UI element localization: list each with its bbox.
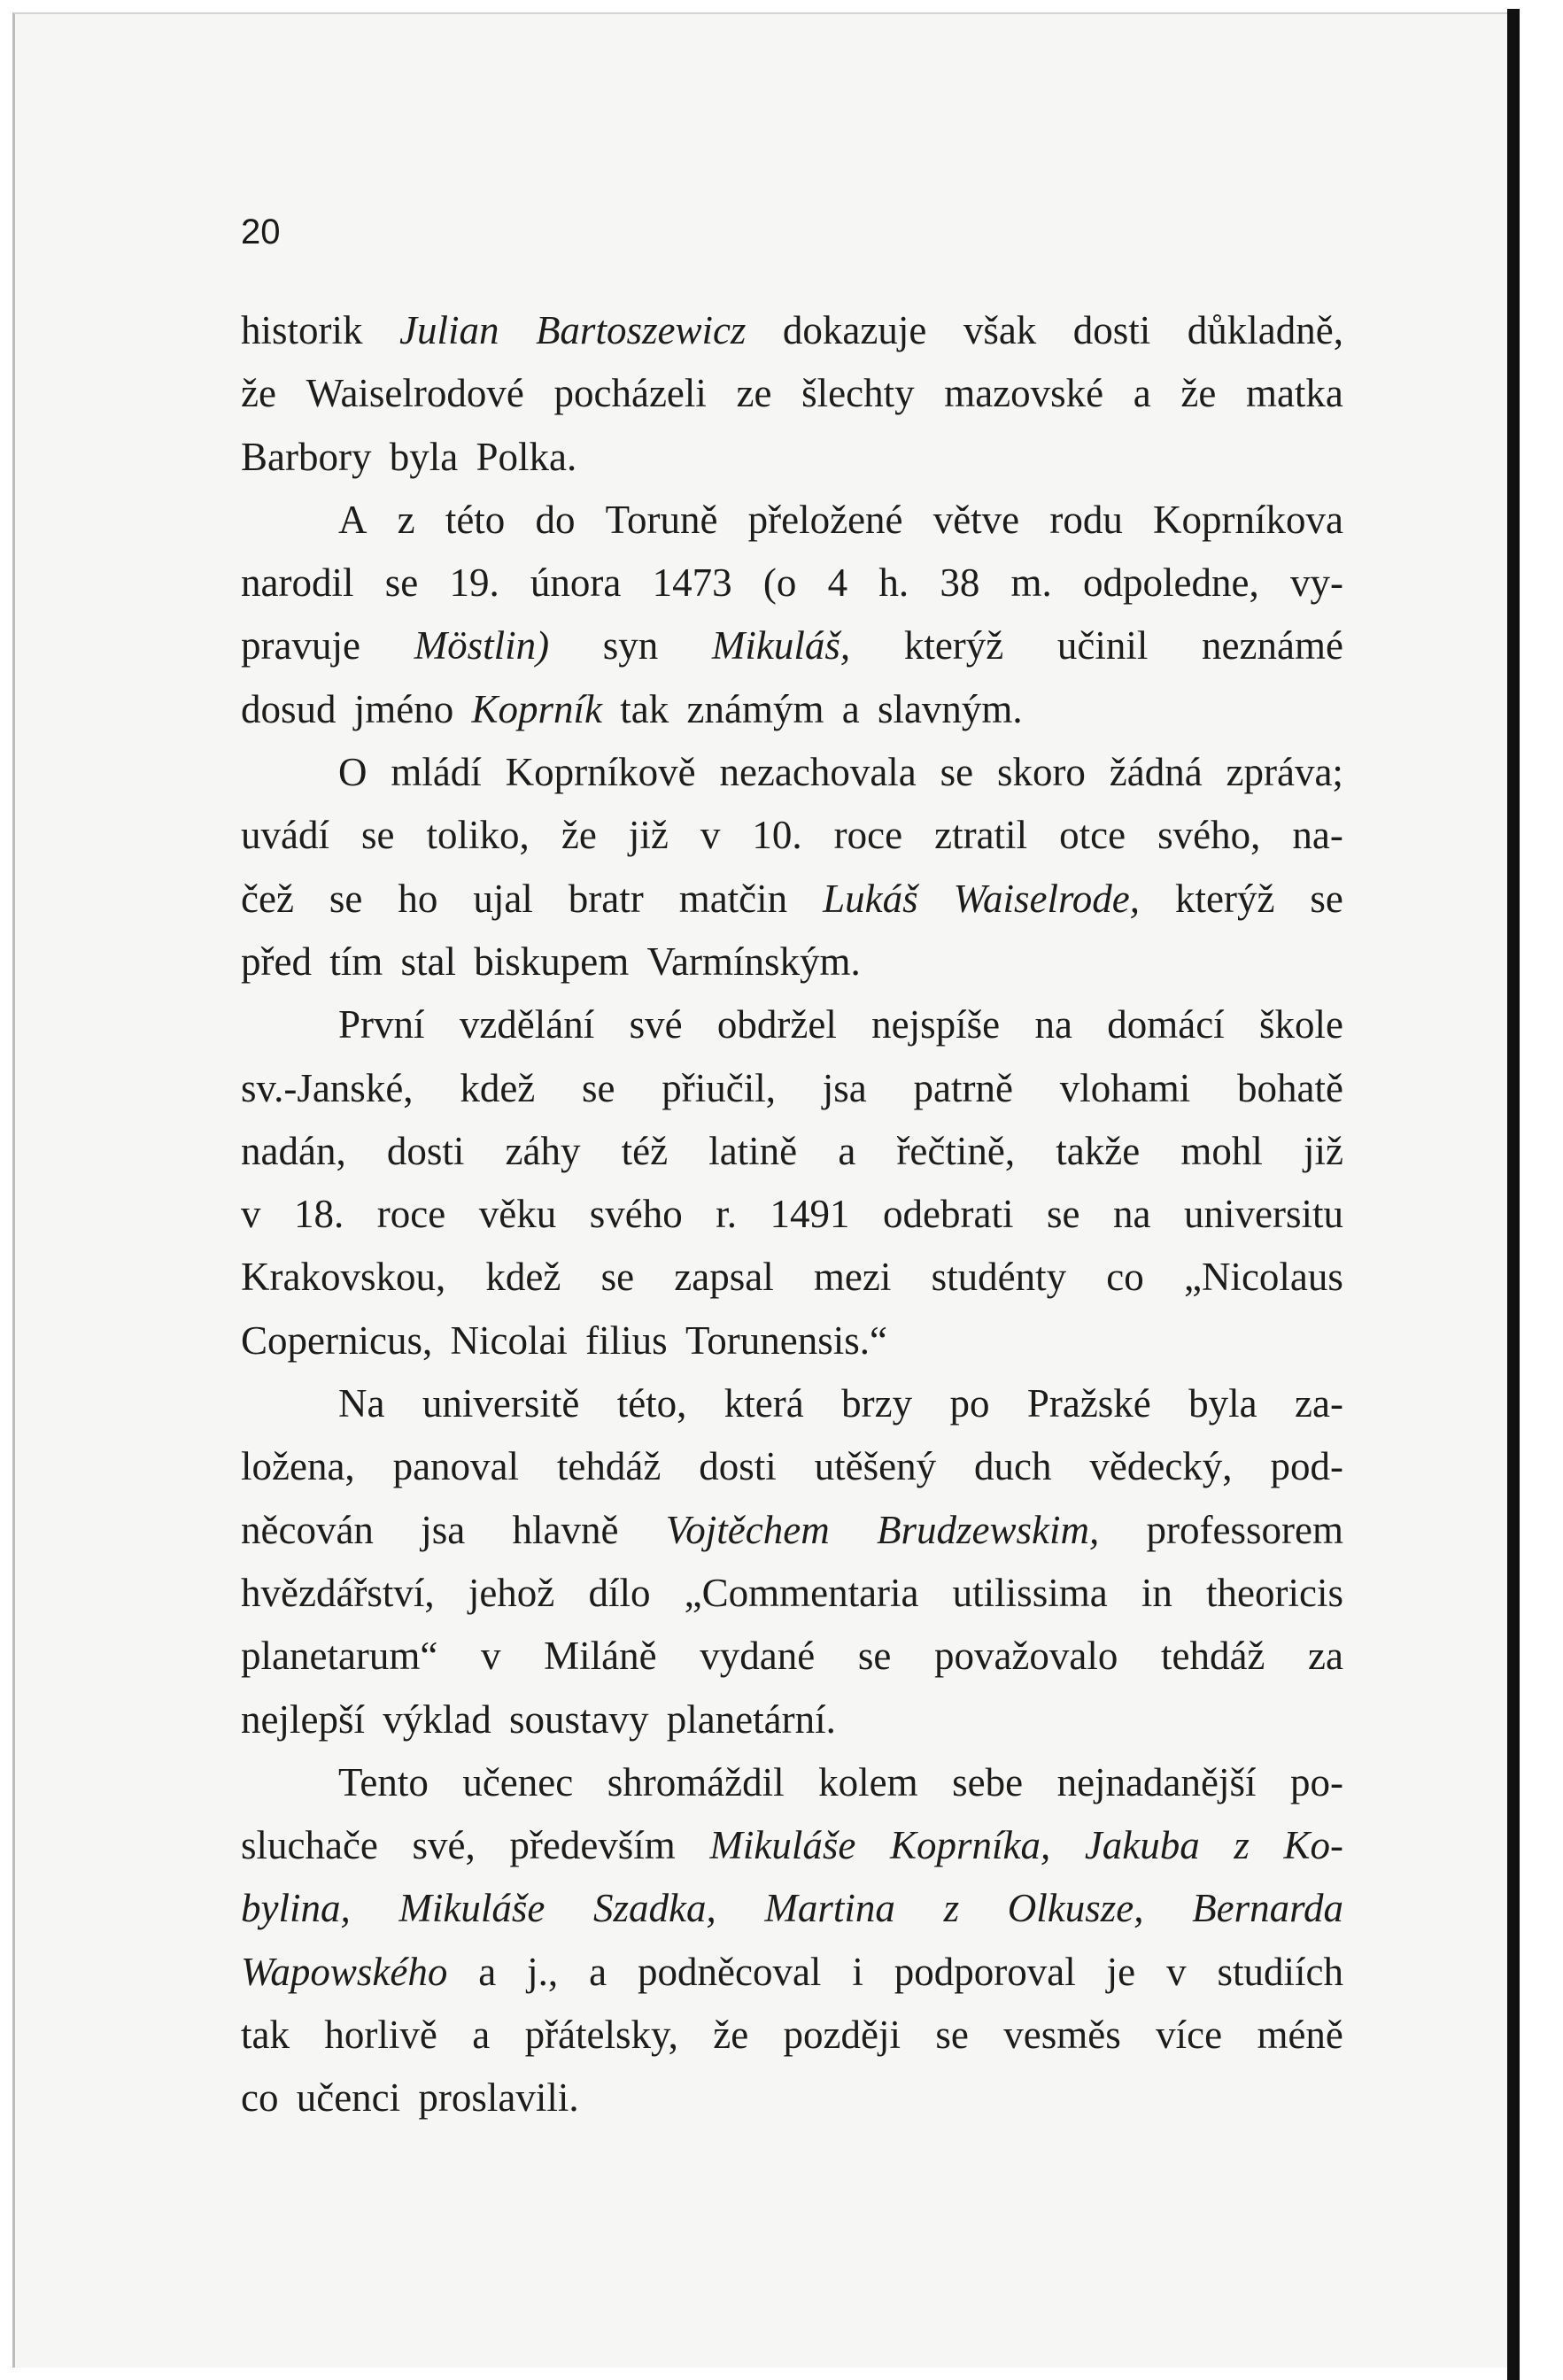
italic-word: Martina: [764, 1886, 895, 1931]
word: domácí: [1107, 1002, 1225, 1047]
word: vydané: [700, 1634, 816, 1679]
word: 10.: [752, 813, 802, 858]
word: a: [838, 1128, 856, 1173]
word: své,: [412, 1823, 476, 1868]
word: v: [1166, 1949, 1187, 1994]
word: O: [338, 750, 368, 795]
text-line: [241, 1625, 1343, 1688]
paragraph: [241, 741, 1343, 993]
italic-word: Jakuba: [1084, 1823, 1200, 1868]
text-line: [241, 1120, 1343, 1183]
word: 1491: [770, 1192, 850, 1237]
italic-word: Mikuláše: [709, 1823, 856, 1868]
text-line: [241, 1310, 1343, 1372]
word: shromáždil: [607, 1759, 785, 1804]
word: přiučil,: [662, 1065, 777, 1110]
word: kdež: [485, 1255, 561, 1300]
page-number: 20: [241, 212, 281, 251]
word: r.: [716, 1192, 738, 1237]
word: Torunensis.“: [685, 1318, 887, 1363]
text-line: [241, 2004, 1343, 2067]
text-line: [241, 1941, 1343, 2004]
text-line: [241, 1183, 1343, 1246]
word: se: [600, 1255, 635, 1300]
word: a: [1133, 371, 1151, 416]
word: 19.: [449, 560, 499, 606]
word: která: [723, 1381, 804, 1426]
word: však: [963, 308, 1037, 352]
word: něcován: [241, 1507, 374, 1552]
word: co: [1106, 1255, 1144, 1300]
text-line: [241, 741, 1343, 804]
word: latině: [708, 1128, 798, 1173]
word: otce: [1059, 813, 1126, 858]
word: v: [241, 1192, 261, 1237]
word: duch: [974, 1444, 1052, 1489]
word: již: [1303, 1128, 1343, 1173]
word: stal: [400, 939, 456, 984]
word: méně: [1257, 2013, 1343, 2058]
word: pravuje: [241, 623, 360, 668]
word: přeložené: [747, 497, 903, 542]
word: roce: [833, 813, 903, 858]
word: sluchače: [241, 1823, 378, 1868]
text-line: [241, 299, 1343, 362]
word: m.: [1010, 560, 1052, 606]
word: zpráva;: [1226, 750, 1343, 795]
word: hvězdářství,: [241, 1570, 435, 1615]
word: „Nicolaus: [1183, 1255, 1343, 1300]
italic-word: Julian: [398, 308, 499, 352]
word: učinil: [1056, 623, 1149, 668]
word: jsa: [822, 1065, 867, 1110]
word: ujal: [473, 876, 533, 921]
word: Nicolai: [450, 1318, 568, 1363]
text-line: [241, 1877, 1343, 1940]
word: později: [783, 2013, 901, 2058]
word: skoro: [996, 750, 1086, 795]
word: více: [1156, 2013, 1223, 2058]
word: sv.-Janské,: [241, 1065, 414, 1110]
word: tak: [241, 2013, 290, 2058]
word: vzdělání: [459, 1002, 595, 1047]
word: utěšený: [814, 1444, 937, 1489]
word: před: [241, 939, 312, 984]
word: kdež: [460, 1065, 536, 1110]
word: studénty: [931, 1255, 1067, 1300]
text-line: [241, 993, 1343, 1056]
word: dosud: [241, 686, 337, 731]
text-line: [241, 362, 1343, 425]
italic-word: Bartoszewicz: [535, 308, 747, 352]
italic-word: Bernarda: [1192, 1886, 1343, 1931]
italic-word: Koprníka,: [889, 1823, 1051, 1868]
word: a: [589, 1949, 607, 1994]
word: 1473: [652, 560, 732, 606]
word: Koprníkově: [505, 750, 696, 795]
italic-word: z: [943, 1886, 960, 1931]
word: z: [397, 497, 415, 542]
word: se: [361, 813, 395, 858]
text-line: [241, 1751, 1343, 1814]
word: Waiselrodové: [306, 371, 524, 416]
word: slavným.: [877, 686, 1023, 731]
word: svého: [589, 1192, 683, 1237]
word: se: [1310, 876, 1343, 921]
word: v: [700, 813, 721, 858]
page-edge-shadow: [1507, 9, 1520, 2380]
text-line: [241, 1688, 1343, 1751]
word: kolem: [818, 1759, 918, 1804]
paragraph: [241, 1751, 1343, 2130]
word: pod-: [1270, 1444, 1343, 1489]
word: jméno: [353, 686, 454, 731]
word: in: [1141, 1570, 1172, 1615]
word: ho: [398, 876, 438, 921]
word: mládí: [391, 750, 482, 795]
word: roce: [376, 1192, 446, 1237]
word: Toruně: [605, 497, 718, 542]
word: h.: [878, 560, 909, 606]
text-line: [241, 804, 1343, 867]
word: přátelsky,: [524, 2013, 678, 2058]
word: jsa: [421, 1507, 466, 1552]
word: za-: [1295, 1381, 1343, 1426]
italic-word: Möstlin): [414, 623, 550, 668]
word: dokazuje: [782, 308, 927, 352]
word: že: [1180, 371, 1217, 416]
word: věku: [478, 1192, 557, 1237]
word: známým: [686, 686, 824, 731]
word: byla: [1188, 1381, 1257, 1426]
word: za: [1308, 1634, 1343, 1679]
word: A: [338, 497, 368, 542]
word: učenec: [462, 1759, 574, 1804]
paragraph: [241, 489, 1343, 741]
word: sebe: [952, 1759, 1024, 1804]
word: i: [852, 1949, 863, 1994]
text-line: [241, 678, 1343, 741]
word: nejlepší: [241, 1696, 365, 1742]
italic-word: Olkusze,: [1007, 1886, 1144, 1931]
word: universitu: [1184, 1192, 1343, 1237]
paragraph: [241, 1372, 1343, 1751]
word: vlohami: [1059, 1065, 1191, 1110]
word: škole: [1259, 1002, 1343, 1047]
word: mazovské: [944, 371, 1104, 416]
word: že: [241, 371, 276, 416]
word: Barbory: [241, 434, 372, 479]
word: bratr: [568, 876, 644, 921]
word: co: [241, 2075, 279, 2121]
word: též: [621, 1128, 669, 1173]
word: studiích: [1217, 1949, 1343, 1994]
italic-word: Mikuláše: [398, 1886, 546, 1931]
word: filius: [585, 1318, 668, 1363]
word: záhy: [505, 1128, 581, 1173]
word: že: [713, 2013, 749, 2058]
word: a: [472, 2013, 491, 2058]
word: února: [530, 560, 622, 606]
word: považovalo: [933, 1634, 1118, 1679]
word: ze: [736, 371, 772, 416]
word: kterýž: [1175, 876, 1275, 921]
word: byla: [389, 434, 459, 479]
word: Krakovskou,: [241, 1255, 446, 1300]
word: se: [857, 1634, 892, 1679]
word: větve: [932, 497, 1020, 542]
word: kterýž: [903, 623, 1004, 668]
word: brzy: [841, 1381, 913, 1426]
word: Copernicus,: [241, 1318, 433, 1363]
word: důkladně,: [1187, 308, 1343, 352]
word: řečtině,: [896, 1128, 1016, 1173]
word: proslavili.: [418, 2075, 579, 2121]
word: utilissima: [952, 1570, 1108, 1615]
word: universitě: [422, 1381, 580, 1426]
word: Varmínským.: [646, 939, 861, 984]
text-line: [241, 1372, 1343, 1435]
word: tím: [329, 939, 383, 984]
word: j.,: [527, 1949, 559, 1994]
word: dosti: [1072, 308, 1151, 352]
word: planetarum“: [241, 1634, 438, 1679]
italic-word: Brudzewskim,: [876, 1507, 1100, 1552]
word: především: [509, 1823, 676, 1868]
word: jehož: [468, 1570, 555, 1615]
word: soustavy: [508, 1696, 649, 1742]
word: učenci: [296, 2075, 401, 2121]
word: Na: [338, 1381, 385, 1426]
italic-word: Mikuláš,: [711, 623, 851, 668]
word: Polka.: [476, 434, 577, 479]
word: tehdáž: [556, 1444, 662, 1489]
word: toliko,: [426, 813, 530, 858]
word: je: [1106, 1949, 1136, 1994]
word: a: [841, 686, 860, 731]
italic-word: Ko-: [1283, 1823, 1343, 1868]
word: syn: [602, 623, 659, 668]
text-line: [241, 1246, 1343, 1309]
word: obdržel: [716, 1002, 837, 1047]
word: na-: [1292, 813, 1343, 858]
word: odpoledne,: [1083, 560, 1259, 606]
word: horlivě: [324, 2013, 437, 2058]
italic-word: bylina,: [241, 1886, 351, 1931]
word: hlavně: [512, 1507, 619, 1552]
word: se: [384, 560, 419, 606]
word: Tento: [338, 1759, 429, 1804]
word: mezi: [813, 1255, 892, 1300]
text-line: [241, 1814, 1343, 1877]
word: v: [481, 1634, 501, 1679]
word: se: [1047, 1192, 1080, 1237]
word: zapsal: [674, 1255, 774, 1300]
word: theoricis: [1206, 1570, 1343, 1615]
italic-word: Waiselrode,: [953, 876, 1141, 921]
word: Koprníkova: [1153, 497, 1343, 542]
word: šlechty: [801, 371, 915, 416]
text-line: [241, 1562, 1343, 1625]
scan-margin: [1520, 0, 1563, 2380]
word: nezachovala: [719, 750, 917, 795]
word: panoval: [392, 1444, 520, 1489]
word: tak: [620, 686, 669, 731]
word: Pražské: [1026, 1381, 1151, 1426]
word: ztratil: [934, 813, 1028, 858]
italic-word: Lukáš: [823, 876, 918, 921]
word: se: [329, 876, 363, 921]
word: vědecký,: [1089, 1444, 1233, 1489]
word: tehdáž: [1160, 1634, 1265, 1679]
text-line: [241, 426, 1343, 489]
word: po-: [1289, 1759, 1343, 1804]
word: na: [1034, 1002, 1072, 1047]
word: takže: [1056, 1128, 1141, 1173]
word: na: [1113, 1192, 1151, 1237]
word: podporoval: [894, 1949, 1076, 1994]
word: se: [935, 2013, 969, 2058]
word: dosti: [699, 1444, 777, 1489]
word: nejnadanější: [1056, 1759, 1257, 1804]
word: professorem: [1146, 1507, 1343, 1552]
text-line: [241, 552, 1343, 614]
text-line: [241, 931, 1343, 993]
text-line: [241, 2067, 1343, 2129]
italic-word: Vojtěchem: [665, 1507, 830, 1552]
word: se: [940, 750, 974, 795]
word: Miláně: [544, 1634, 657, 1679]
italic-word: Wapowského: [241, 1949, 448, 1994]
word: čež: [241, 876, 294, 921]
word: (o: [762, 560, 797, 606]
word: odebrati: [883, 1192, 1014, 1237]
word: své: [629, 1002, 683, 1047]
word: rodu: [1049, 497, 1123, 542]
word: do: [535, 497, 576, 542]
word: svého,: [1157, 813, 1261, 858]
word: bohatě: [1237, 1065, 1343, 1110]
text-line: [241, 489, 1343, 552]
word: podněcoval: [638, 1949, 822, 1994]
word: vesměs: [1003, 2013, 1121, 2058]
word: že: [561, 813, 597, 858]
word: První: [338, 1002, 425, 1047]
word: dílo: [588, 1570, 651, 1615]
word: ložena,: [241, 1444, 355, 1489]
italic-word: z: [1234, 1823, 1250, 1868]
word: narodil: [241, 560, 354, 606]
text-line: [241, 1057, 1343, 1120]
word: po: [949, 1381, 990, 1426]
word: biskupem: [474, 939, 630, 984]
word: dosti: [386, 1128, 465, 1173]
word: mohl: [1180, 1128, 1263, 1173]
body-text: [241, 299, 1343, 2130]
paragraph: [241, 299, 1343, 489]
paragraph: [241, 993, 1343, 1372]
word: výklad: [383, 1696, 491, 1742]
word: nadán,: [241, 1128, 346, 1173]
word: pocházeli: [553, 371, 707, 416]
word: historik: [241, 308, 363, 352]
text-line: [241, 868, 1343, 931]
word: nejspíše: [871, 1002, 1001, 1047]
text-line: [241, 614, 1343, 677]
text-line: [241, 1499, 1343, 1562]
word: neznámé: [1202, 623, 1343, 668]
word: uvádí: [241, 813, 329, 858]
word: 4: [827, 560, 848, 606]
word: této: [445, 497, 506, 542]
word: a: [478, 1949, 497, 1994]
italic-word: Szadka,: [593, 1886, 716, 1931]
word: 38: [940, 560, 980, 606]
word: 18.: [294, 1192, 344, 1237]
word: žádná: [1109, 750, 1203, 795]
italic-word: Koprník: [471, 686, 603, 731]
word: již: [628, 813, 669, 858]
text-line: [241, 1435, 1343, 1498]
word: matčin: [678, 876, 788, 921]
word: se: [582, 1065, 615, 1110]
word: matka: [1245, 371, 1343, 416]
word: vy-: [1289, 560, 1343, 606]
word: patrně: [913, 1065, 1013, 1110]
word: této,: [616, 1381, 687, 1426]
word: „Commentaria: [684, 1570, 919, 1615]
word: planetární.: [666, 1696, 836, 1742]
